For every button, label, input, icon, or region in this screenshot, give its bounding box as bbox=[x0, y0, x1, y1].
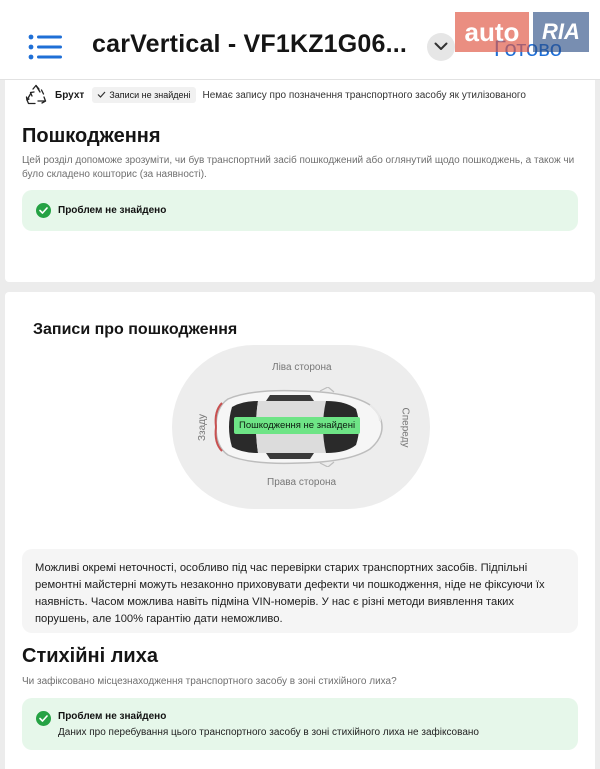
left-side-label: Ліва сторона bbox=[272, 362, 332, 373]
status-text: Проблем не знайдено bbox=[58, 205, 167, 216]
chevron-down-icon bbox=[434, 38, 448, 56]
watermark-auto-logo: auto bbox=[455, 12, 529, 52]
disasters-status-detail: Даних про перебування цього транспортного засобу в зоні стихійного лиха не зафіксовано bbox=[58, 727, 479, 738]
recycle-icon bbox=[25, 84, 47, 106]
section-title: Пошкодження bbox=[22, 125, 161, 147]
status-chip bbox=[92, 87, 195, 103]
recycling-row bbox=[25, 83, 526, 107]
disclaimer-box: Можливі окремі неточності, особливо під час перевірки старих транспортних засобів. Підпільні ремонтні майстерні можуть незаконно приховувати дефекти чи пошкодження, ніде не фіксуючи їх наявність. Часом можлива навіть підміна VIN-номерів. У нас є різні методи виявлення таких порушень, але 100% гарантію дати неможливо. bbox=[22, 549, 578, 633]
status-box bbox=[22, 190, 578, 231]
rear-label: Ззаду bbox=[197, 413, 209, 442]
car-damage-diagram bbox=[172, 345, 430, 509]
disasters-title: Стихійні лиха bbox=[22, 645, 158, 667]
document-title: carVertical - VF1KZ1G06... bbox=[92, 30, 408, 58]
check-icon bbox=[97, 90, 106, 100]
damage-status-badge: Пошкодження не знайдені bbox=[234, 417, 360, 434]
damage-records-title: Записи про пошкодження bbox=[33, 321, 238, 338]
section-description: Цей розділ допоможе зрозуміти, чи був транспортний засіб пошкоджений або оглянутий щодо пошкоджень, а також чи було складено кошторис (за наявності). bbox=[22, 155, 575, 180]
recycling-label: Брухт bbox=[55, 89, 85, 101]
check-circle-icon bbox=[36, 711, 51, 726]
top-bar bbox=[0, 0, 600, 80]
status-chip-label: Записи не знайдені bbox=[109, 90, 191, 100]
check-circle-icon bbox=[36, 203, 51, 218]
recycling-note: Немає запису про позначення транспортного засобу як утилізованого bbox=[202, 89, 526, 101]
disasters-description: Чи зафіксовано місцезнаходження транспортного засобу в зоні стихійного лиха? bbox=[22, 676, 397, 687]
disasters-status-box bbox=[22, 698, 578, 750]
disasters-status-text: Проблем не знайдено bbox=[58, 711, 167, 722]
watermark-ria-logo: RIA bbox=[533, 12, 589, 52]
title-dropdown-button[interactable] bbox=[427, 33, 455, 61]
menu-icon[interactable] bbox=[28, 34, 62, 60]
damage-card bbox=[5, 80, 595, 282]
front-label: Спереду bbox=[399, 407, 411, 448]
right-side-label: Права сторона bbox=[267, 477, 337, 488]
auto-ria-watermark bbox=[455, 12, 589, 56]
damage-records-card bbox=[5, 292, 595, 769]
